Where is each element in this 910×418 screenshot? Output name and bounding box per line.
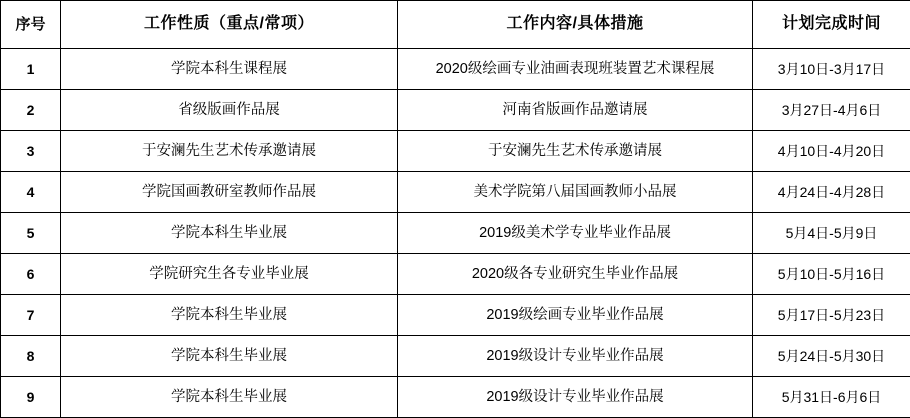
cell-content: 2020级各专业研究生毕业作品展 xyxy=(398,254,753,295)
column-header-nature: 工作性质（重点/常项） xyxy=(61,1,398,49)
cell-nature: 学院研究生各专业毕业展 xyxy=(61,254,398,295)
table-row xyxy=(1,377,910,418)
table-body xyxy=(1,49,910,418)
table-row xyxy=(1,172,910,213)
cell-content: 美术学院第八届国画教师小品展 xyxy=(398,172,753,213)
cell-content: 2019级绘画专业毕业作品展 xyxy=(398,295,753,336)
table-row xyxy=(1,254,910,295)
cell-time: 3月27日-4月6日 xyxy=(753,90,910,131)
cell-nature: 学院本科生毕业展 xyxy=(61,377,398,418)
cell-sequence: 8 xyxy=(1,336,61,377)
cell-time: 4月24日-4月28日 xyxy=(753,172,910,213)
cell-time: 5月17日-5月23日 xyxy=(753,295,910,336)
cell-content: 2020级绘画专业油画表现班装置艺术课程展 xyxy=(398,49,753,90)
cell-sequence: 2 xyxy=(1,90,61,131)
cell-sequence: 9 xyxy=(1,377,61,418)
cell-time: 5月24日-5月30日 xyxy=(753,336,910,377)
column-header-time: 计划完成时间 xyxy=(753,1,910,49)
cell-time: 4月10日-4月20日 xyxy=(753,131,910,172)
table-header-row xyxy=(1,1,910,49)
cell-time: 3月10日-3月17日 xyxy=(753,49,910,90)
table-row xyxy=(1,336,910,377)
cell-content: 2019级设计专业毕业作品展 xyxy=(398,336,753,377)
cell-sequence: 7 xyxy=(1,295,61,336)
cell-content: 2019级美术学专业毕业作品展 xyxy=(398,213,753,254)
cell-sequence: 1 xyxy=(1,49,61,90)
cell-nature: 于安澜先生艺术传承邀请展 xyxy=(61,131,398,172)
cell-nature: 学院本科生毕业展 xyxy=(61,295,398,336)
cell-time: 5月4日-5月9日 xyxy=(753,213,910,254)
cell-nature: 学院本科生毕业展 xyxy=(61,213,398,254)
cell-nature: 省级版画作品展 xyxy=(61,90,398,131)
table-row xyxy=(1,213,910,254)
table-row xyxy=(1,295,910,336)
column-header-content: 工作内容/具体措施 xyxy=(398,1,753,49)
cell-content: 于安澜先生艺术传承邀请展 xyxy=(398,131,753,172)
table-row xyxy=(1,90,910,131)
cell-time: 5月31日-6月6日 xyxy=(753,377,910,418)
table-header xyxy=(1,1,910,49)
cell-sequence: 5 xyxy=(1,213,61,254)
cell-time: 5月10日-5月16日 xyxy=(753,254,910,295)
cell-sequence: 3 xyxy=(1,131,61,172)
table-row xyxy=(1,49,910,90)
cell-content: 河南省版画作品邀请展 xyxy=(398,90,753,131)
cell-nature: 学院本科生课程展 xyxy=(61,49,398,90)
cell-content: 2019级设计专业毕业作品展 xyxy=(398,377,753,418)
cell-nature: 学院本科生毕业展 xyxy=(61,336,398,377)
cell-sequence: 6 xyxy=(1,254,61,295)
column-header-sequence: 序号 xyxy=(1,1,61,49)
cell-sequence: 4 xyxy=(1,172,61,213)
table-row xyxy=(1,131,910,172)
cell-nature: 学院国画教研室教师作品展 xyxy=(61,172,398,213)
